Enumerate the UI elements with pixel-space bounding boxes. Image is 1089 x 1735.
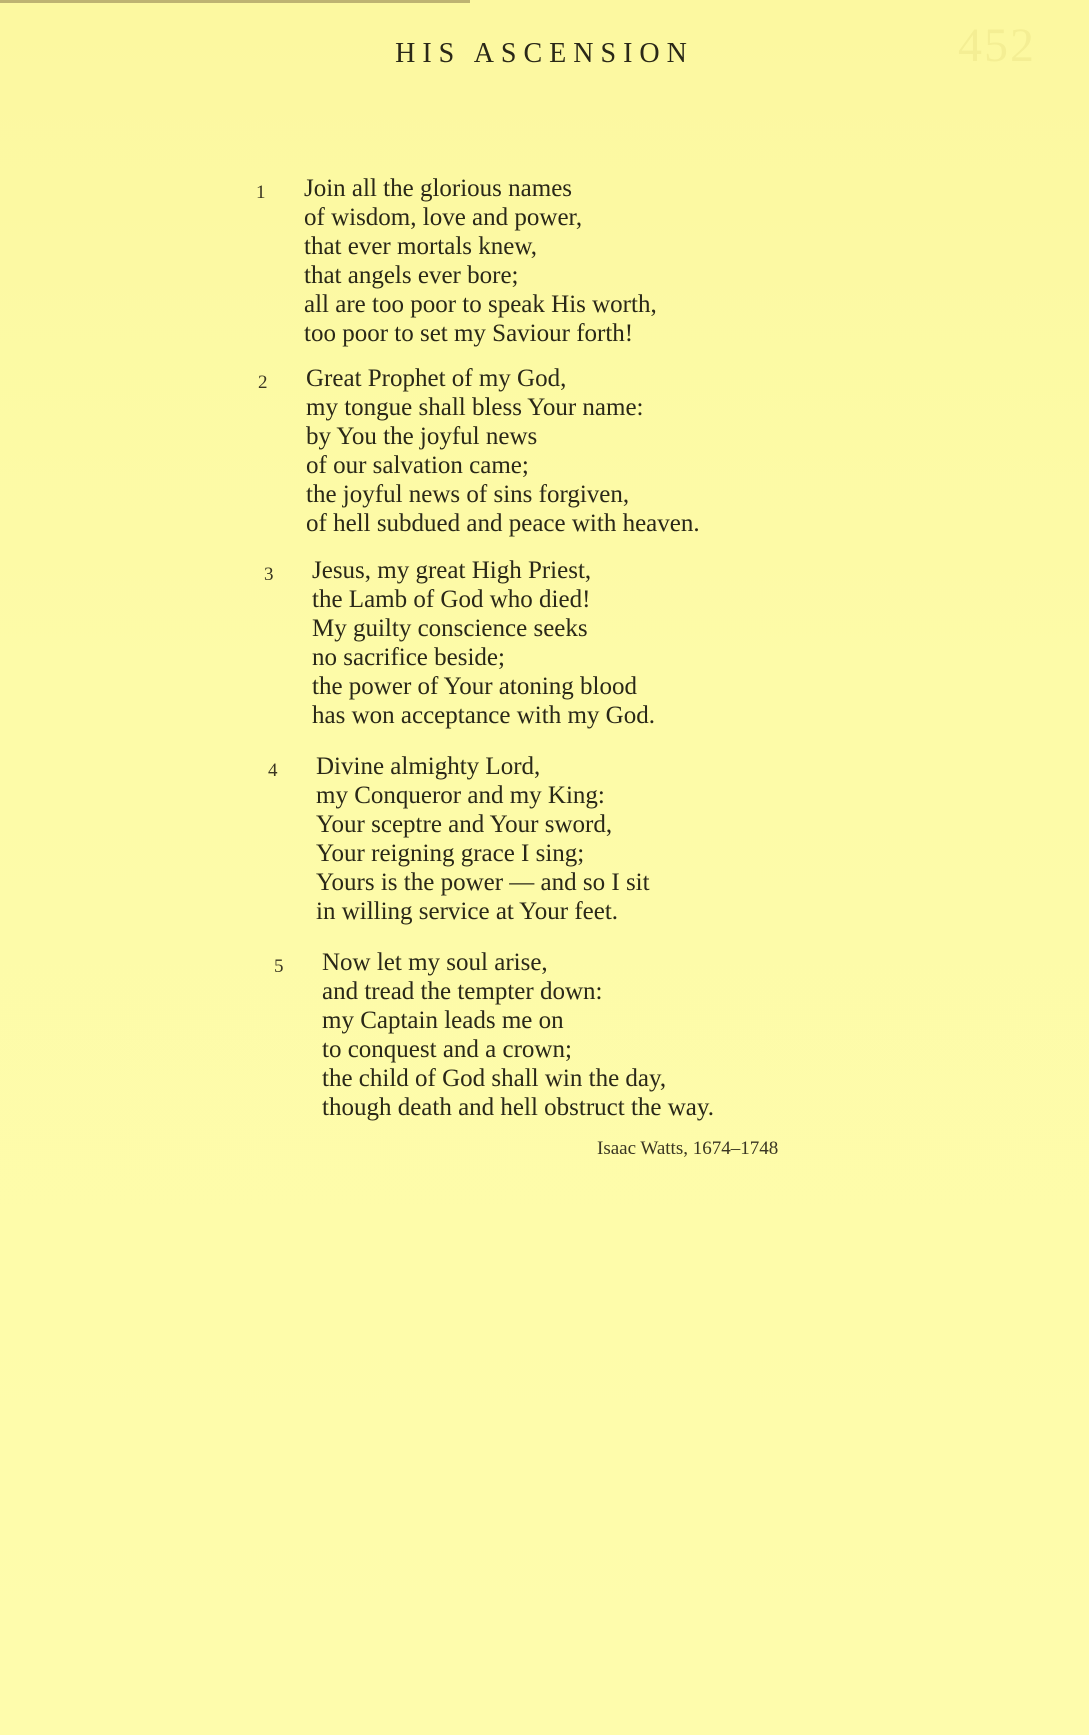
verse-line: in willing service at Your feet.	[316, 898, 619, 925]
verse-line: the child of God shall win the day,	[322, 1065, 667, 1092]
verse-line: Your sceptre and Your sword,	[316, 811, 613, 838]
verse-lines	[322, 948, 714, 1122]
verse-line: that angels ever bore;	[304, 262, 519, 289]
verse-line: the power of Your atoning blood	[312, 673, 637, 700]
verse-lines	[312, 556, 655, 730]
verse-line: Jesus, my great High Priest,	[312, 557, 592, 584]
verse-line: the Lamb of God who died!	[312, 586, 591, 613]
verse-line: Yours is the power — and so I sit	[316, 869, 650, 896]
verse-number: 4	[268, 760, 278, 781]
verse-line: though death and hell obstruct the way.	[322, 1094, 715, 1121]
verse-lines	[306, 364, 700, 538]
verse-line: Divine almighty Lord,	[316, 753, 541, 780]
verse-number: 1	[256, 182, 266, 203]
verse-line: that ever mortals knew,	[304, 233, 538, 260]
verse-line: and tread the tempter down:	[322, 978, 603, 1005]
verse-line: all are too poor to speak His worth,	[304, 291, 657, 318]
verse-lines	[304, 174, 657, 348]
hymn-title: HIS ASCENSION	[395, 38, 694, 69]
verse-number: 2	[258, 372, 268, 393]
verse-line: Your reigning grace I sing;	[316, 840, 585, 867]
verse-line: has won acceptance with my God.	[312, 702, 655, 729]
verse-line: Now let my soul arise,	[322, 949, 548, 976]
verse-line: my Conqueror and my King:	[316, 782, 605, 809]
verse-line: my Captain leads me on	[322, 1007, 564, 1034]
verse-line: of hell subdued and peace with heaven.	[306, 510, 700, 537]
verse-number: 5	[274, 956, 284, 977]
verse-line: of our salvation came;	[306, 452, 529, 479]
verse-line: My guilty conscience seeks	[312, 615, 588, 642]
verse-line: Great Prophet of my God,	[306, 365, 567, 392]
hymn-author-attribution: Isaac Watts, 1674–1748	[597, 1138, 779, 1159]
verse-line: of wisdom, love and power,	[304, 204, 583, 231]
verse-line: my tongue shall bless Your name:	[306, 394, 644, 421]
verse-lines	[316, 752, 650, 926]
verse-line: the joyful news of sins forgiven,	[306, 481, 630, 508]
verse-line: too poor to set my Saviour forth!	[304, 320, 634, 347]
verse-line: by You the joyful news	[306, 423, 538, 450]
verse-number: 3	[264, 564, 274, 585]
bleed-through-page-number: 452	[958, 19, 1036, 72]
verse-line: to conquest and a crown;	[322, 1036, 572, 1063]
verse-line: Join all the glorious names	[304, 175, 573, 202]
verse-line: no sacrifice beside;	[312, 644, 505, 671]
page-edge-shadow	[0, 0, 470, 3]
